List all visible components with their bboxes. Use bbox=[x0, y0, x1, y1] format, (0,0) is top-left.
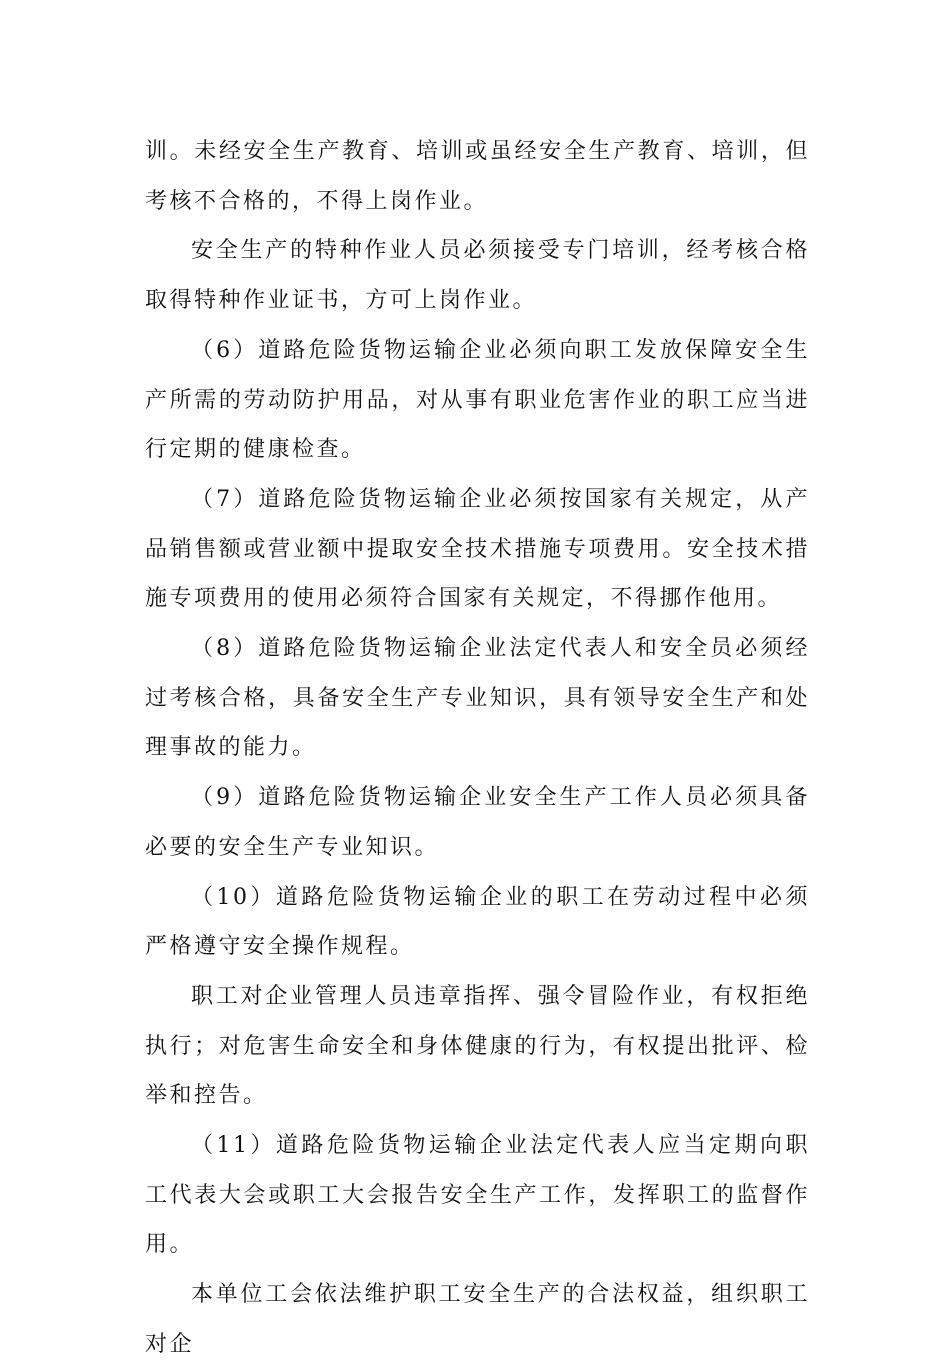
paragraph-6: （9）道路危险货物运输企业安全生产工作人员必须具备必要的安全生产专业知识。 bbox=[145, 785, 810, 860]
paragraph-5: （8）道路危险货物运输企业法定代表人和安全员必须经过考核合格，具备安全生产专业知识，具有领导安全生产和处理事故的能力。 bbox=[145, 636, 810, 761]
paragraph-2: 安全生产的特种作业人员必须接受专门培训，经考核合格取得特种作业证书，方可上岗作业。 bbox=[145, 238, 810, 314]
paragraph-7: （10）道路危险货物运输企业的职工在劳动过程中必须严格遵守安全操作规程。 bbox=[145, 884, 810, 960]
paragraph-3: （6）道路危险货物运输企业必须向职工发放保障安全生产所需的劳动防护用品，对从事有职业危害作业的职工应当进行定期的健康检查。 bbox=[145, 337, 810, 463]
paragraph-1: 训。未经安全生产教育、培训或虽经安全生产教育、培训，但考核不合格的，不得上岗作业。 bbox=[145, 139, 810, 214]
paragraph-9: （11）道路危险货物运输企业法定代表人应当定期向职工代表大会或职工大会报告安全生产工作，发挥职工的监督作用。 bbox=[145, 1133, 810, 1258]
paragraph-10: 本单位工会依法维护职工安全生产的合法权益，组织职工对企 bbox=[145, 1282, 810, 1357]
paragraph-8: 职工对企业管理人员违章指挥、强令冒险作业，有权拒绝执行；对危害生命安全和身体健康的行为，有权提出批评、检举和控告。 bbox=[145, 983, 810, 1109]
document-body bbox=[145, 127, 810, 1370]
paragraph-4: （7）道路危险货物运输企业必须按国家有关规定，从产品销售额或营业额中提取安全技术措施专项费用。安全技术措施专项费用的使用必须符合国家有关规定，不得挪作他用。 bbox=[145, 486, 810, 612]
